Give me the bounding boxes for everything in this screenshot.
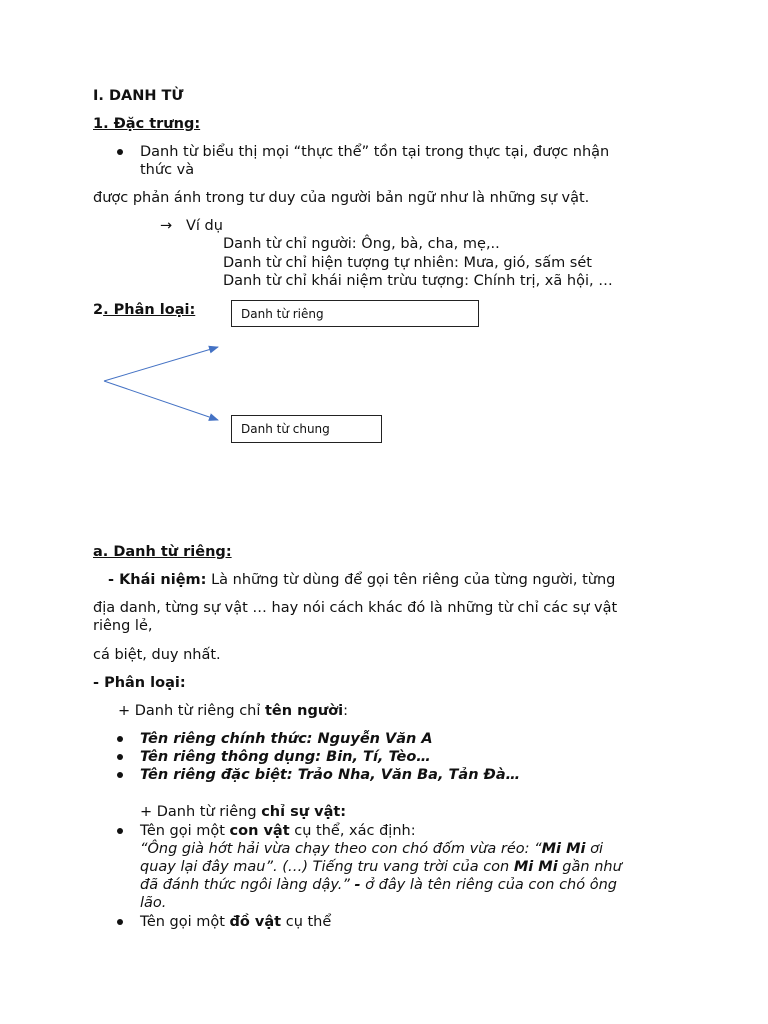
- quote2-c: gần như: [557, 859, 622, 875]
- animal-line: [140, 822, 416, 840]
- example-item-1: Danh từ chỉ người: Ông, bà, cha, mẹ,..: [223, 236, 500, 252]
- section-1-paragraph: được phản ánh trong tư duy của người bản ngữ như là những sự vật.: [93, 190, 590, 206]
- object-post: cụ thể: [281, 914, 332, 930]
- box-proper-noun: Danh từ riêng: [231, 300, 479, 327]
- person-post: :: [343, 703, 348, 719]
- section-2-number: 2: [93, 302, 104, 318]
- quote1-c: ơi: [585, 841, 603, 857]
- person-names-line: [118, 702, 348, 720]
- quote1-a: “Ông già hớt hải vừa chạy theo con chó đốm vừa réo: “: [140, 841, 542, 857]
- quote-line-4: lão.: [140, 895, 167, 911]
- example-label: Ví dụ: [186, 218, 223, 234]
- bullet-line-2: thức và: [140, 162, 195, 178]
- example-item-2: Danh từ chỉ hiện tượng tự nhiên: Mưa, gió, sấm sét: [223, 255, 592, 271]
- section-a-title: a. Danh từ riêng:: [93, 544, 232, 560]
- thing-bold: chỉ sự vật:: [261, 804, 347, 820]
- section-1-title: 1. Đặc trưng:: [93, 116, 201, 132]
- arrow-right-icon: →: [160, 218, 173, 234]
- object-line: [140, 913, 331, 931]
- object-pre: Tên gọi một: [140, 914, 230, 930]
- name-item-3: Tên riêng đặc biệt: Trảo Nha, Văn Ba, Tản Đà…: [140, 767, 521, 783]
- heading: I. DANH TỪ: [93, 88, 184, 104]
- name-item-2: Tên riêng thông dụng: Bin, Tí, Tèo…: [140, 749, 431, 765]
- box-common-noun: Danh từ chung: [231, 415, 382, 443]
- animal-bold: con vật: [229, 823, 290, 839]
- bullet-dot: [117, 828, 123, 834]
- thing-line: [140, 803, 346, 821]
- classify-label: - Phân loại:: [93, 675, 186, 691]
- animal-post: cụ thể, xác định:: [289, 823, 416, 839]
- quote3-b: -: [354, 877, 361, 893]
- quote1-b: Mi Mi: [541, 841, 586, 857]
- quote-line-3: [140, 876, 617, 894]
- concept-line-2a: địa danh, từng sự vật … hay nói cách khác đó là những từ chỉ các sự vật: [93, 600, 618, 616]
- quote3-c: ở đây là tên riêng của con chó ông: [360, 877, 617, 893]
- example-item-3: Danh từ chỉ khái niệm trừu tượng: Chính trị, xã hội, …: [223, 273, 613, 289]
- concept-line-2b: riêng lẻ,: [93, 618, 153, 634]
- name-item-1: Tên riêng chính thức: Nguyễn Văn A: [140, 731, 433, 747]
- object-bold: đồ vật: [229, 914, 282, 930]
- arrow-to-proper-noun: [104, 347, 218, 381]
- quote-line-1: [140, 840, 603, 858]
- concept-line-3: cá biệt, duy nhất.: [93, 647, 221, 663]
- person-bold: tên người: [265, 703, 344, 719]
- quote-line-2: [140, 858, 622, 876]
- concept-label: - Khái niệm:: [108, 572, 207, 588]
- section-2-label: . Phân loại:: [103, 302, 196, 318]
- animal-pre: Tên gọi một: [140, 823, 230, 839]
- quote2-b: Mi Mi: [513, 859, 558, 875]
- bullet-dot: [117, 736, 123, 742]
- quote2-a: quay lại đây mau”. (…) Tiếng tru vang trời của con: [140, 859, 514, 875]
- quote3-a: đã đánh thức ngôi làng dậy.”: [140, 877, 355, 893]
- concept-text: Là những từ dùng để gọi tên riêng của từng người, từng: [206, 572, 616, 588]
- concept-line: [108, 571, 615, 589]
- arrow-to-common-noun: [104, 381, 218, 420]
- person-pre: + Danh từ riêng chỉ: [118, 703, 265, 719]
- bullet-line-1: Danh từ biểu thị mọi “thực thể” tồn tại trong thực tại, được nhận: [140, 144, 610, 160]
- bullet-dot: [117, 919, 123, 925]
- bullet-dot: [117, 772, 123, 778]
- bullet-dot: [117, 754, 123, 760]
- thing-pre: + Danh từ riêng: [140, 804, 262, 820]
